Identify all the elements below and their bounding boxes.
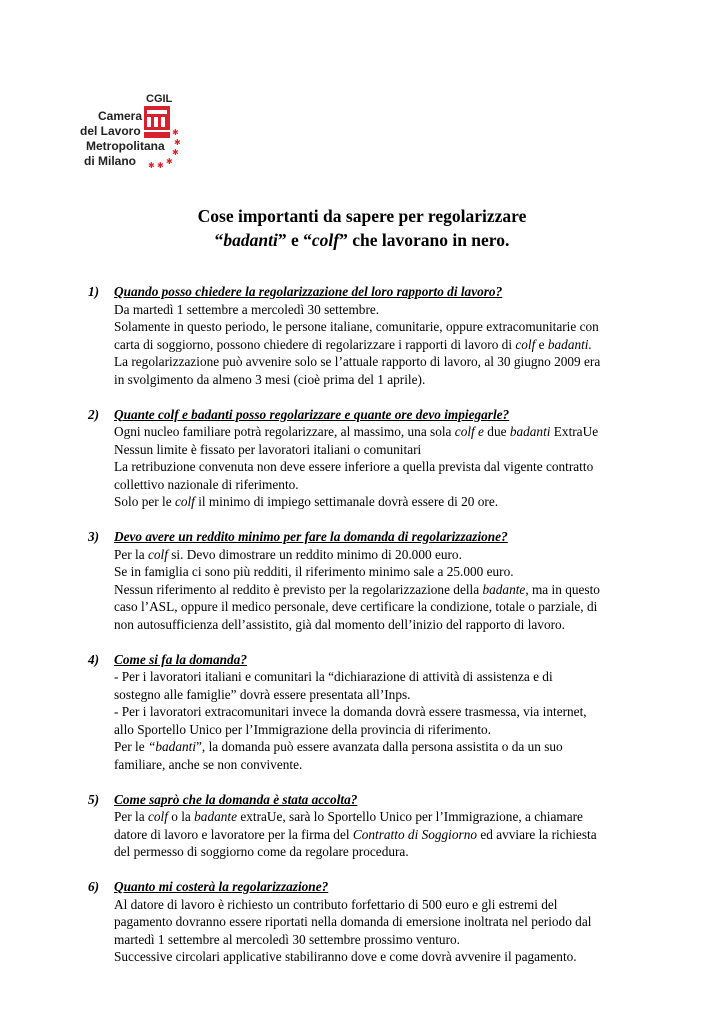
- title-line-1: Cose importanti da sapere per regolarizzare: [197, 206, 527, 226]
- faq-list: [88, 283, 658, 983]
- faq-answer-line: Al datore di lavoro è richiesto un contributo forfettario di 500 euro e gli estremi del: [114, 896, 558, 912]
- cgil-logo: [80, 90, 180, 170]
- faq-answer-line: Solamente in questo periodo, le persone italiane, comunitarie, oppure extracomunitarie con: [114, 319, 599, 334]
- faq-question: Come saprò che la domanda è stata accolta?: [114, 791, 358, 807]
- faq-answer-line: Da martedì 1 settembre a mercoledì 30 settembre.: [114, 301, 380, 317]
- faq-answer-line: in svolgimento da almeno 3 mesi (cioè prima del 1 aprile).: [114, 371, 426, 387]
- logo-line-4: di Milano: [84, 154, 136, 168]
- faq-answer-line: familiare, anche se non convivente.: [114, 756, 303, 772]
- title-mid: ” e “: [277, 230, 312, 250]
- faq-answer-line: allo Sportello Unico per l’Immigrazione della provincia di riferimento.: [114, 721, 491, 737]
- faq-answer-line: La retribuzione convenuta non deve essere inferiore a quella prevista dal vigente contratto: [114, 459, 594, 474]
- faq-answer-line: - Per i lavoratori italiani e comunitari la “dichiarazione di attività di assistenza e di: [114, 669, 553, 684]
- svg-text:✱: ✱: [157, 161, 164, 170]
- logo-line-1: Camera: [98, 109, 143, 123]
- faq-answer-line: Per la colf o la badante extraUe, sarà lo Sportello Unico per l’Immigrazione, a chiamare: [114, 809, 583, 824]
- faq-answer-line: Nessun limite è fissato per lavoratori italiani o comunitari: [114, 441, 422, 457]
- faq-answer-line: Nessun riferimento al reddito è previsto per la regolarizzazione della badante, ma in questo: [114, 581, 600, 597]
- document-title: [0, 204, 724, 252]
- faq-answer-line: non autosufficienza dell’assistito, già dal momento dell’inizio del rapporto di lavoro.: [114, 616, 565, 632]
- faq-answer-line: Solo per le colf il minimo di impiego settimanale dovrà essere di 20 ore.: [114, 494, 499, 509]
- faq-answer-line: Ogni nucleo familiare potrà regolarizzare, al massimo, una sola colf e due badanti ExtraUe: [114, 424, 599, 439]
- faq-answer-line: caso l’ASL, oppure il medico personale, deve certificare la condizione, totale o parziale, di: [114, 599, 598, 614]
- faq-item-2: [88, 406, 658, 511]
- faq-question: Quando posso chiedere la regolarizzazione del loro rapporto di lavoro?: [114, 284, 503, 299]
- faq-number: 3): [88, 529, 100, 544]
- logo-brand: CGIL: [146, 93, 173, 105]
- faq-item-5: [88, 791, 658, 861]
- faq-answer-line: carta di soggiorno, possono chiedere di regolarizzare i rapporti di lavoro di colf e badanti.: [114, 336, 592, 352]
- title-colf: colf: [311, 230, 340, 250]
- svg-text:✱: ✱: [166, 157, 173, 166]
- faq-answer-line: Se in famiglia ci sono più redditi, il riferimento minimo sale a 25.000 euro.: [114, 564, 514, 579]
- title-line-2: [0, 228, 724, 252]
- faq-number: 4): [88, 651, 100, 667]
- faq-answer-line: collettivo nazionale di riferimento.: [114, 476, 299, 492]
- faq-number: 5): [88, 791, 100, 807]
- faq-question: Quante colf e badanti posso regolarizzare e quante ore devo impiegarle?: [114, 406, 510, 422]
- logo-line-2: del Lavoro: [80, 124, 141, 138]
- faq-answer-line: sostegno alle famiglie” dovrà essere presentata all’Inps.: [114, 686, 411, 702]
- cgil-logo-graphic: [80, 90, 180, 170]
- faq-answer-line: datore di lavoro e lavoratore per la firma del Contratto di Soggiorno ed avviare la richiesta: [114, 826, 597, 842]
- faq-question: Quanto mi costerà la regolarizzazione?: [114, 879, 329, 894]
- title-badanti: badanti: [223, 230, 278, 250]
- faq-answer-line: Successive circolari applicative stabiliranno dove e come dovrà avvenire il pagamento.: [114, 949, 577, 964]
- faq-number: 6): [88, 879, 100, 894]
- faq-question: Devo avere un reddito minimo per fare la domanda di regolarizzazione?: [114, 529, 508, 544]
- faq-answer-line: Per la colf si. Devo dimostrare un reddito minimo di 20.000 euro.: [114, 546, 462, 562]
- title-end: ” che lavorano in nero.: [339, 230, 510, 250]
- faq-number: 1): [88, 284, 100, 299]
- faq-item-4: [88, 651, 658, 774]
- faq-answer-line: La regolarizzazione può avvenire solo se l’attuale rapporto di lavoro, al 30 giugno 2009 era: [114, 354, 601, 369]
- faq-item-1: [88, 283, 658, 388]
- faq-answer-line: - Per i lavoratori extracomunitari invece la domanda dovrà essere trasmessa, via internet,: [114, 704, 587, 719]
- svg-text:✱: ✱: [174, 138, 181, 147]
- faq-answer-line: del permesso di soggiorno come da regolare procedura.: [114, 844, 409, 859]
- faq-number: 2): [88, 406, 100, 422]
- faq-question: Come si fa la domanda?: [114, 651, 247, 667]
- svg-text:✱: ✱: [148, 161, 155, 170]
- faq-item-6: [88, 878, 658, 966]
- svg-text:✱: ✱: [172, 148, 179, 157]
- faq-answer-line: pagamento dovranno essere riportati nella domanda di emersione inoltrata nel periodo dal: [114, 914, 592, 929]
- title-quote-open: “: [214, 230, 224, 250]
- faq-answer-line: Per le “badanti”, la domanda può essere avanzata dalla persona assistita o da un suo: [114, 739, 563, 754]
- faq-answer-line: martedì 1 settembre al mercoledì 30 settembre prossimo venturo.: [114, 931, 460, 947]
- svg-text:✱: ✱: [172, 128, 179, 137]
- logo-line-3: Metropolitana: [86, 139, 165, 153]
- faq-item-3: [88, 528, 658, 633]
